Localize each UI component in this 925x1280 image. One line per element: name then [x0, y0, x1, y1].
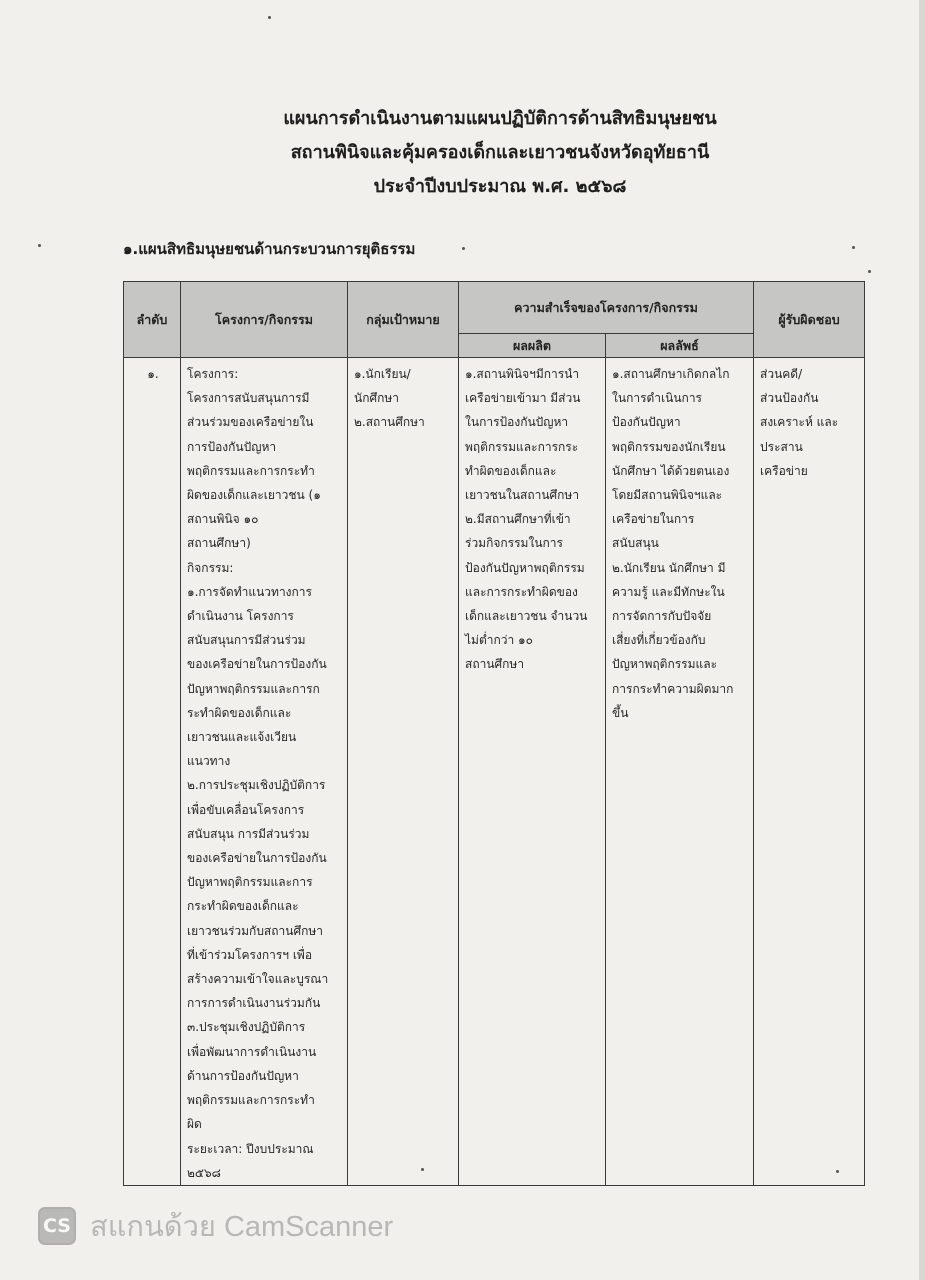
document-title-line-2: สถานพินิจและคุ้มครองเด็กและเยาวชนจังหวัดอุทัยธานี [290, 142, 710, 163]
section-heading: ๑.แผนสิทธิมนุษยชนด้านกระบวนการยุติธรรม [123, 240, 416, 258]
scan-speck [421, 1168, 424, 1171]
plan-table [123, 281, 865, 1186]
cell-output: ๑.สถานพินิจฯมีการนำ เครือข่ายเข้ามา มีส่วน ในการป้องกันปัญหา พฤติกรรมและการกระ ทำผิดของเด็กและ เยาวชนในสถานศึกษา ๒.มีสถานศึกษาที่เข้า ร่วมกิจกรรมในการ ป้องกันปัญหาพฤติกรรม และการกระทำผิดของ เด็กและเยาวชน จำนวน ไม่ต่ำกว่า ๑๐ สถานศึกษา [465, 367, 588, 672]
table-row [124, 358, 865, 1186]
camscanner-logo: CS [38, 1207, 76, 1245]
scan-speck [38, 244, 41, 247]
scan-speck [852, 246, 855, 249]
camscanner-watermark [38, 1206, 393, 1246]
header-outcome: ผลลัพธ์ [606, 334, 754, 358]
watermark-text: สแกนด้วย CamScanner [90, 1211, 394, 1243]
header-responsible: ผู้รับผิดชอบ [754, 282, 865, 358]
document-title-line-1: แผนการดำเนินงานตามแผนปฏิบัติการด้านสิทธิมนุษยชน [283, 108, 717, 129]
scan-speck [868, 270, 871, 273]
cell-outcome: ๑.สถานศึกษาเกิดกลไก ในการดำเนินการ ป้องกันปัญหา พฤติกรรมของนักเรียน นักศึกษา ได้ด้วยตนเอง โดยมีสถานพินิจฯและ เครือข่ายในการ สนับสนุน ๒.นักเรียน นักศึกษา มี ความรู้ และมีทักษะใน การจัดการกับปัจจัย เสี่ยงที่เกี่ยวข้องกับ ปัญหาพฤติกรรมและ การกระทำความผิดมาก ขึ้น [612, 367, 734, 720]
header-no: ลำดับ [124, 282, 181, 358]
cell-responsible: ส่วนคดี/ ส่วนป้องกัน สงเคราะห์ และ ประสาน เครือข่าย [760, 367, 839, 478]
header-output: ผลผลิต [459, 334, 606, 358]
cell-project: โครงการ: โครงการสนับสนุนการมี ส่วนร่วมของเครือข่ายใน การป้องกันปัญหา พฤติกรรมและการกระทำ ผิดของเด็กและเยาวชน (๑ สถานพินิจ ๑๐ สถานศึกษา) กิจกรรม: ๑.การจัดทำแนวทางการ ดำเนินงาน โครงการ สนับสนุนการมีส่วนร่วม ของเครือข่ายในการป้องกัน ปัญหาพฤติกรรมและการก ระทำผิดของเด็กและ เยาวชนและแจ้งเวียน แนวทาง ๒.การประชุมเชิงปฏิบัติการ เพื่อขับเคลื่อนโครงการ สนับสนุน การมีส่วนร่วม ของเครือข่ายในการป้องกัน ปัญหาพฤติกรรมและการ กระทำผิดของเด็กและ เยาวชนร่วมกับสถานศึกษา ที่เข้าร่วมโครงการฯ เพื่อ สร้างความเข้าใจและบูรณา การการดำเนินงานร่วมกัน ๓.ประชุมเชิงปฏิบัติการ เพื่อพัฒนาการดำเนินงาน ด้านการป้องกันปัญหา พฤติกรรมและการกระทำ ผิด ระยะเวลา: ปีงบประมาณ ๒๕๖๘ [187, 367, 329, 1180]
cell-target: ๑.นักเรียน/ นักศึกษา ๒.สถานศึกษา [354, 367, 425, 430]
scan-speck [268, 16, 271, 19]
header-success: ความสำเร็จของโครงการ/กิจกรรม [459, 282, 754, 334]
document-title-line-3: ประจำปีงบประมาณ พ.ศ. ๒๕๖๘ [373, 176, 627, 197]
header-target: กลุ่มเป้าหมาย [348, 282, 459, 358]
scan-speck [462, 247, 465, 250]
header-project: โครงการ/กิจกรรม [181, 282, 348, 358]
scan-speck [836, 1170, 839, 1173]
scan-edge [919, 0, 925, 1280]
cell-no: ๑. [147, 367, 159, 381]
